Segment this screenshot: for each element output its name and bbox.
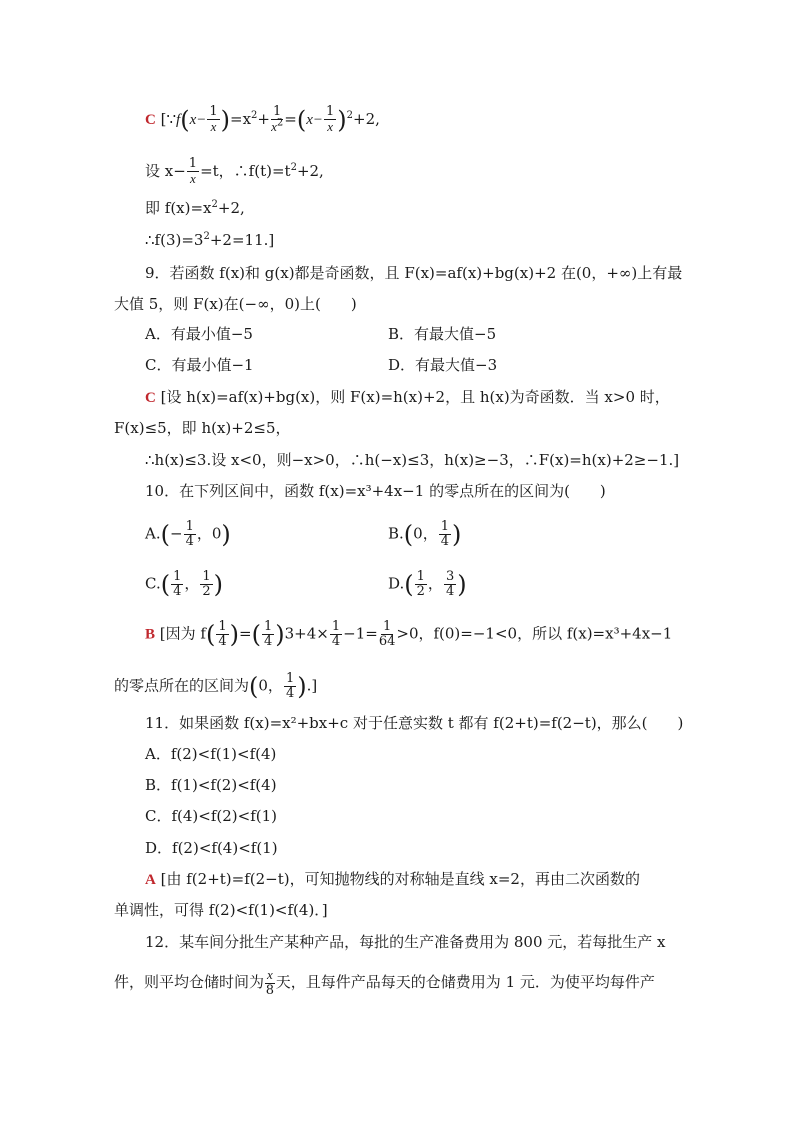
question-9-line-1: 9．若函数 f(x)和 g(x)都是奇函数，且 F(x)=af(x)+bg(x)+2 在(0，+∞)上有最 (145, 264, 683, 282)
answer-mark: C (145, 112, 156, 128)
answer-10-line-2: 的零点所在的区间为(0， $\frac{1}{4}$ ).] (114, 671, 318, 701)
answer-mark: A (145, 872, 156, 888)
question-11-stem: 11．如果函数 f(x)=x²+bx+c 对于任意实数 t 都有 f(2+t)=f(2−t)，那么( ) (145, 714, 684, 732)
option-10-B: B.(0， $\frac{1}{4}$ ) (388, 519, 462, 549)
answer-11-line-1: A [由 f(2+t)=f(2−t)，可知抛物线的对称轴是直线 x=2，再由二次函数的 (145, 870, 640, 888)
answer-9-line-2: F(x)≤5，即 h(x)+2≤5， (114, 419, 291, 437)
answer-mark: B (145, 626, 156, 643)
answer-11-line-2: 单调性，可得 f(2)<f(1)<f(4)．] (114, 901, 328, 919)
answer-8-line-1: C [∵f(x− $\frac{1}{x}$ )$=x^2+$ $\frac{1}{x^2}$ =(x− $\frac{1}{x}$ )$^2$+2, (145, 104, 380, 134)
fraction: $\frac{1}{x}$ (188, 156, 198, 186)
option-10-D: D.( $\frac{1}{2}$ ， $\frac{3}{4}$ ) (388, 569, 467, 599)
option-11-B: B．f(1)<f(2)<f(4) (145, 776, 277, 794)
fraction: $\frac{1}{x^2}$ (271, 104, 284, 134)
answer-10-line-1: B [因为 f( $\frac{1}{4}$ )=( $\frac{1}{4}$ )3+4× $\frac{1}{4}$ −1= $\frac{1}{64}$ >0，f(0)=−1<0，所以 f(x)=x³+4x−1 (145, 619, 673, 649)
answer-9-line-3: ∴h(x)≤3.设 x<0，则−x>0，∴h(−x)≤3，h(x)≥−3，∴F(x)=h(x)+2≥−1.] (145, 451, 680, 469)
answer-8-line-2: 设 x− $\frac{1}{x}$ =t，$\therefore f(t)=t^2+2$, (145, 156, 324, 186)
question-12-line-1: 12．某车间分批生产某种产品，每批的生产准备费用为 800 元，若每批生产 x (145, 933, 666, 951)
answer-9-line-1: C [设 h(x)=af(x)+bg(x)，则 F(x)=h(x)+2，且 h(x)为奇函数．当 x>0 时， (145, 388, 670, 406)
option-9-C: C．有最小值−1 (145, 356, 254, 374)
question-10-stem: 10．在下列区间中，函数 f(x)=x³+4x−1 的零点所在的区间为( ) (145, 482, 606, 500)
fraction: $\frac{1}{x}$ (209, 104, 218, 134)
option-11-C: C．f(4)<f(2)<f(1) (145, 807, 278, 825)
option-11-A: A．f(2)<f(1)<f(4) (145, 745, 277, 763)
question-9-line-2: 大值 5，则 F(x)在(−∞，0)上( ) (114, 295, 357, 313)
option-10-A: A.(− $\frac{1}{4}$ ，0) (145, 519, 231, 549)
fraction: $\frac{1}{x}$ (326, 104, 335, 134)
question-12-line-2: 件，则平均仓储时间为 $\frac{x}{8}$ 天，且每件产品每天的仓储费用为 1 元．为使平均每件产 (114, 967, 655, 998)
option-9-D: D．有最大值−3 (388, 356, 498, 374)
answer-mark: C (145, 390, 156, 406)
option-10-C: C.( $\frac{1}{4}$ ， $\frac{1}{2}$ ) (145, 569, 224, 599)
option-11-D: D．f(2)<f(4)<f(1) (145, 839, 278, 857)
answer-8-line-4: $\therefore f(3)=3^2+2=11$.] (145, 231, 275, 249)
answer-8-line-3: 即 $f(x)=x^2+2$, (145, 199, 245, 217)
option-9-B: B．有最大值−5 (388, 325, 497, 343)
option-9-A: A．有最小值−5 (145, 325, 253, 343)
